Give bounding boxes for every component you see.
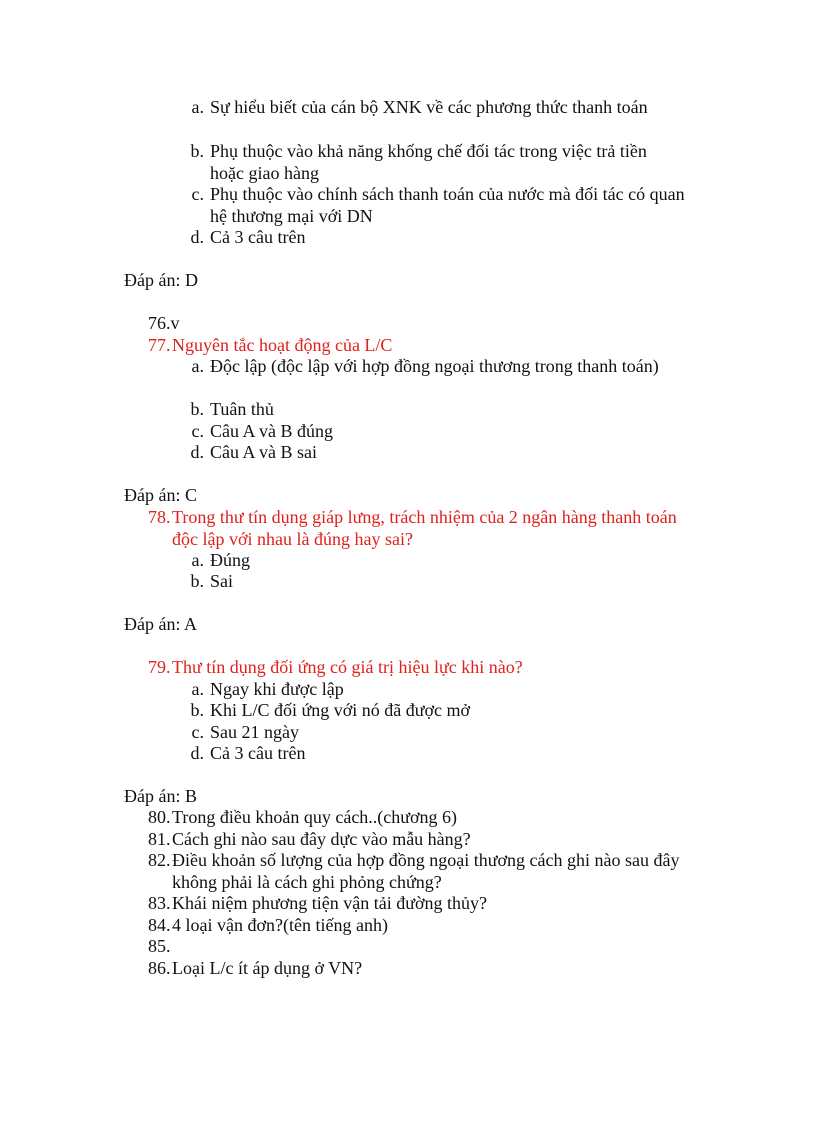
list-item-number: 83. [148, 893, 171, 913]
option-text: Khi L/C đối ứng với nó đã được mở [210, 700, 471, 720]
option-letter: a. [191, 97, 204, 117]
list-item-number: 85. [148, 936, 171, 956]
option-letter: d. [190, 743, 204, 763]
list-item-text: Loại L/c ít áp dụng ở VN? [172, 958, 363, 978]
option-text: Phụ thuộc vào khả năng khống chế đối tác trong việc trả tiền hoặc giao hàng [210, 141, 647, 183]
option-letter: c. [191, 184, 204, 204]
option-letter: a. [191, 550, 204, 570]
option-text: Cả 3 câu trên [210, 743, 306, 763]
option-text: Tuân thủ [210, 399, 274, 419]
option-letter: a. [191, 356, 204, 376]
option-text: Phụ thuộc vào chính sách thanh toán của nước mà đối tác có quan hệ thương mại với DN [210, 184, 685, 226]
question-number: 78. [148, 507, 171, 527]
question-text: Thư tín dụng đối ứng có giá trị hiệu lực khi nào? [172, 657, 523, 677]
list-item-number: 82. [148, 850, 171, 870]
list-item-text: 4 loại vận đơn?(tên tiếng anh) [172, 915, 388, 935]
option-letter: b. [190, 141, 204, 161]
option-text: Sai [210, 571, 234, 591]
question-76: 76.v [148, 313, 180, 333]
list-item-number: 86. [148, 958, 171, 978]
option-letter: c. [191, 722, 204, 742]
option-letter: b. [190, 399, 204, 419]
answer-line: Đáp án: D [124, 270, 198, 290]
question-text: Trong thư tín dụng giáp lưng, trách nhiệm của 2 ngân hàng thanh toán độc lập với nhau là đúng hay sai? [172, 507, 677, 549]
list-item-number: 80. [148, 807, 171, 827]
option-letter: b. [190, 700, 204, 720]
option-text: Cả 3 câu trên [210, 227, 306, 247]
option-text: Câu A và B sai [210, 442, 317, 462]
answer-line: Đáp án: A [124, 614, 197, 634]
list-item-number: 81. [148, 829, 171, 849]
list-item-text: Khái niệm phương tiện vận tải đường thủy? [172, 893, 487, 913]
option-text: Sự hiểu biết của cán bộ XNK về các phương thức thanh toán [210, 97, 648, 117]
answer-line: Đáp án: B [124, 786, 197, 806]
option-text: Độc lập (độc lập với hợp đồng ngoại thương trong thanh toán) [210, 356, 659, 376]
question-number: 79. [148, 657, 171, 677]
option-text: Đúng [210, 550, 250, 570]
question-number: 77. [148, 335, 171, 355]
option-text: Ngay khi được lập [210, 679, 344, 699]
list-item-text: Điều khoản số lượng của hợp đồng ngoại thương cách ghi nào sau đây không phải là cách ghi phỏng chứng? [172, 850, 680, 892]
answer-line: Đáp án: C [124, 485, 197, 505]
option-letter: b. [190, 571, 204, 591]
option-letter: d. [190, 442, 204, 462]
list-item-text: Trong điều khoản quy cách..(chương 6) [172, 807, 458, 827]
option-letter: d. [190, 227, 204, 247]
option-text: Câu A và B đúng [210, 421, 334, 441]
list-item-number: 84. [148, 915, 171, 935]
question-text: Nguyên tắc hoạt động của L/C [172, 335, 393, 355]
list-item-text: Cách ghi nào sau đây dực vào mẫu hàng? [172, 829, 471, 849]
option-letter: c. [191, 421, 204, 441]
option-letter: a. [191, 679, 204, 699]
option-text: Sau 21 ngày [210, 722, 299, 742]
